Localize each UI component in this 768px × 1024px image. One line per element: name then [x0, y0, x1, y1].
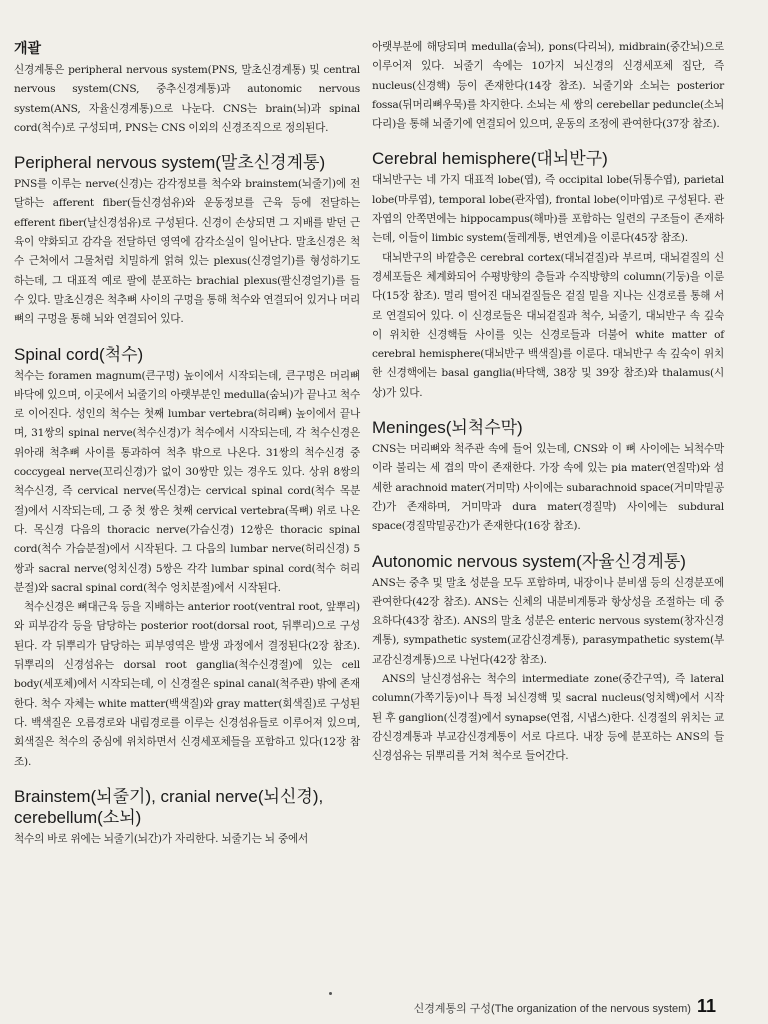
right-column: [372, 38, 724, 781]
body-paragraph: 신경계통은 peripheral nervous system(PNS, 말초신경계통) 및 central nervous system(CNS, 중추신경계통)과 autonomic nervous system(ANS, 자율신경계통)으로 나눈다. CNS는 brain(뇌)과 spinal cord(척수)로 구성되며, PNS는 CNS 이외의 신경조직으로 정의된다.: [14, 64, 360, 134]
section: [14, 344, 360, 772]
body-paragraph: 아랫부분에 해당되며 medulla(숨뇌), pons(다리뇌), midbrain(중간뇌)으로 이루어져 있다. 뇌줄기 속에는 10가지 뇌신경의 신경세포체 집단, 즉 nucleus(신경핵) 등이 존재한다(14장 참조). 뇌줄기와 소뇌는 posterior fossa(뒤머리뼈우묵)를 차지한다. 소뇌는 세 쌍의 cerebellar peduncle(소뇌다리)을 통해 뇌줄기에 연결되어 있으며, 운동의 조정에 관여한다(37장 참조).: [372, 41, 724, 131]
page-footer: [414, 996, 716, 1017]
running-title: 신경계통의 구성(The organization of the nervous system): [413, 1003, 691, 1015]
section-heading: 개괄: [14, 40, 42, 56]
body-paragraph: PNS를 이루는 nerve(신경)는 감각정보를 척수와 brainstem(뇌줄기)에 전달하는 afferent fiber(들신경섬유)와 운동정보를 근육 등에 전달하는 efferent fiber(날신경섬유)로 구성된다. 신경이 손상되면 그 지배를 받던 근육이 약화되고 감각을 전달하던 영역에 감각소실이 일어난다. 말초신경은 척수 근처에서 그물처럼 치밀하게 얽혀 있는 plexus(신경얼기)를 형성하기도 하는데, 그 대표적 예로 팔에 분포하는 brachial plexus(팔신경얼기)를 들 수 있다. 말초신경은 척추뼈 사이의 구멍을 통해 척수와 연결되어 있거나 머리뼈의 구멍을 통해 뇌와 연결되어 있다.: [14, 178, 360, 326]
body-paragraph: 대뇌반구의 바깥층은 cerebral cortex(대뇌겉질)라 부르며, 대뇌겉질의 신경세포들은 체계화되어 수평방향의 층들과 수직방향의 column(기둥)을 이룬다(15장 참조). 멀리 떨어진 대뇌겉질들은 겉질 밑을 지나는 신경로를 통해 서로 연결되어 있다. 이 신경로들은 대뇌겉질과 척수, 뇌줄기, 대뇌반구 속 깊숙이 위치한 신경핵들 사이를 잇는 신경로들과 더불어 white matter of cerebral hemisphere(대뇌반구 백색질)를 이룬다. 대뇌반구 속 깊숙이 위치한 신경핵에는 basal ganglia(바닥핵, 38장 및 39장 참조)와 thalamus(시상)가 있다.: [372, 251, 724, 399]
section-heading: Meninges(뇌척수막): [372, 418, 523, 438]
section-heading: Autonomic nervous system(자율신경계통): [372, 551, 686, 571]
section: [372, 38, 724, 134]
body-paragraph: 척수는 foramen magnum(큰구멍) 높이에서 시작되는데, 큰구멍은 머리뼈 바닥에 있으며, 이곳에서 뇌줄기의 아랫부분인 medulla(숨뇌)가 끝나고 척수로 이어진다. 성인의 척수는 첫째 lumbar vertebra(허리뼈) 높이에서 끝나며, 31쌍의 spinal nerve(척수신경)가 척수에서 시작되는데, 각 척수신경은 위아래 척추뼈 사이를 통과하여 척추 밖으로 나온다. 31쌍의 척수신경 중 coccygeal nerve(꼬리신경)가 없이 30쌍만 있는 경우도 있다. 상위 8쌍의 척수신경, 즉 cervical nerve(목신경)는 cervical spinal cord(척수 목분절)에서 시작되는데, 그 중 첫 쌍은 첫째 cervical vertebra(목뼈) 위로 나온다. 목신경 다음의 thoracic nerve(가슴신경) 12쌍은 thoracic spinal cord(척수 가슴분절)에서 시작된다. 그 다음의 lumbar nerve(허리신경) 5쌍과 sacral nerve(엉치신경) 5쌍은 각각 lumbar spinal cord(척수 허리분절)와 sacral spinal cord(척수 엉치분절)에서 시작된다.: [14, 369, 360, 594]
page-number: 11: [696, 996, 716, 1016]
body-paragraph: 대뇌반구는 네 가지 대표적 lobe(엽), 즉 occipital lobe(뒤통수엽), parietal lobe(마루엽), temporal lobe(관자엽), frontal lobe(이마엽)로 구성된다. 관자엽의 안쪽면에는 hippocampus(해마)를 포함하는 일련의 구조들이 존재하는데, 이들이 limbic system(둘레계통, 변연계)을 이룬다(45장 참조).: [372, 174, 724, 245]
page-mark: [329, 992, 332, 995]
section-heading: Peripheral nervous system(말초신경계통): [14, 153, 326, 173]
body-paragraph: ANS는 중추 및 말초 성분을 모두 포함하며, 내장이나 분비샘 등의 신경분포에 관여한다(42장 참조). ANS는 신체의 내분비계통과 항상성을 조절하는 데 중요하다(43장 참조). ANS의 말초 성분은 enteric nervous system(창자신경계통), sympathetic system(교감신경계통), parasympathetic system(부교감신경계통)으로 나뉜다(42장 참조).: [372, 576, 724, 666]
left-column: [14, 38, 360, 863]
section-heading: Brainstem(뇌줄기), cranial nerve(뇌신경), cerebellum(소뇌): [14, 786, 324, 827]
body-paragraph: 척수의 바로 위에는 뇌줄기(뇌간)가 자리한다. 뇌줄기는 뇌 중에서: [14, 832, 309, 845]
section: [372, 148, 724, 403]
section-heading: Spinal cord(척수): [14, 344, 144, 364]
body-paragraph: ANS의 날신경섬유는 척수의 intermediate zone(중간구역), 즉 lateral column(가쪽기둥)이나 특정 뇌신경핵 및 sacral nucleus(엉치핵)에서 시작된 후 ganglion(신경절)에서 synapse(연접, 시냅스)한다. 신경절의 위치는 교감신경계통과 부교감신경계통이 서로 다르다. 내장 등에 분포하는 ANS의 들신경섬유는 뒤뿌리를 거쳐 척수로 들어간다.: [372, 673, 724, 763]
section: [372, 417, 724, 536]
section: [14, 38, 360, 138]
section-heading: Cerebral hemisphere(대뇌반구): [372, 149, 608, 169]
section: [14, 152, 360, 329]
body-paragraph: CNS는 머리뼈와 척주관 속에 들어 있는데, CNS와 이 뼈 사이에는 뇌척수막이라 불리는 세 겹의 막이 존재한다. 가장 속에 있는 pia mater(연질막)와 섬세한 arachnoid mater(거미막) 사이에는 subarachnoid space(거미막밑공간)가 존재하며, 거미막과 dura mater(경질막) 사이에는 subdural space(경질막밑공간)가 존재한다(16장 참조).: [372, 443, 724, 533]
section: [372, 551, 724, 767]
body-paragraph: 척수신경은 뼈대근육 등을 지배하는 anterior root(ventral root, 앞뿌리)와 피부감각 등을 담당하는 posterior root(dorsal root, 뒤뿌리)으로 구성된다. 각 뒤뿌리가 담당하는 피부영역은 발생 과정에서 결정된다(2장 참조). 뒤뿌리의 신경섬유는 dorsal root ganglia(척수신경절)에 있는 cell body(세포체)에서 시작되는데, 이 신경절은 spinal canal(척주관) 밖에 존재한다. 척수 자체는 white matter(백색질)와 gray matter(회색질)로 구성된다. 백색질은 오름경로와 내림경로를 이루는 신경섬유들로 이루어져 있으며, 회색질은 척수의 중심에 위치하면서 신경세포체들을 포함하고 있다(12장 참조).: [14, 601, 360, 768]
section: [14, 786, 360, 849]
